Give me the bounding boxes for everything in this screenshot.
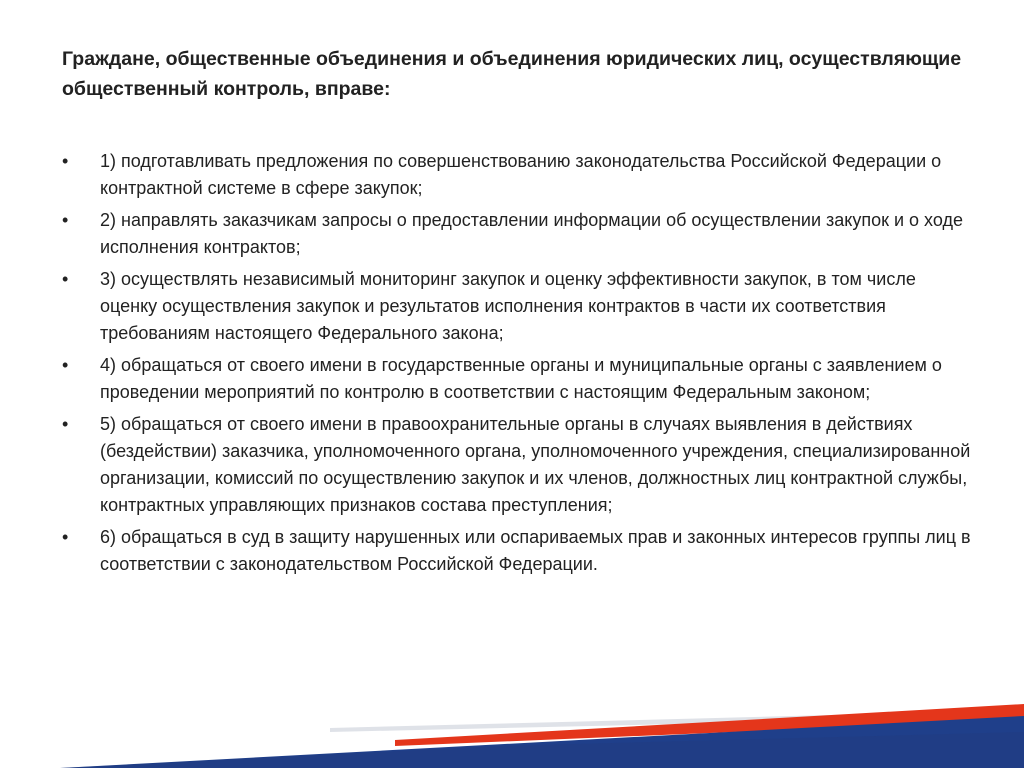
bullet-icon: •: [62, 355, 69, 375]
list-item: [62, 524, 972, 578]
list-item-text: 1) подготавливать предложения по совершенствованию законодательства Российской Федерации о контрактной системе в сфере закупок;: [100, 151, 942, 198]
list-item: [62, 148, 972, 202]
list-item: [62, 207, 972, 261]
slide-title: Граждане, общественные объединения и объединения юридических лиц, осуществляющие общественный контроль, вправе:: [62, 48, 962, 100]
bullet-icon: •: [62, 269, 69, 289]
list-item: [62, 352, 972, 406]
list-item-text: 3) осуществлять независимый мониторинг закупок и оценку эффективности закупок, в том числе оценку осуществления закупок и результатов исполнения контрактов в части их соответствия требованиям настоящего Федерального закона;: [100, 269, 916, 343]
list-item-text: 5) обращаться от своего имени в правоохранительные органы в случаях выявления в действиях (бездействии) заказчика, уполномоченного органа, уполномоченного учреждения, специализированной организации, комиссий по осуществлению закупок и их членов, должностных лиц контрактной службы, контрактных управляющих признаков состава преступления;: [100, 414, 971, 515]
list-item-text: 4) обращаться от своего имени в государственные органы и муниципальные органы с заявлением о проведении мероприятий по контролю в соответствии с настоящим Федеральным законом;: [100, 355, 942, 402]
footer-stripes: [0, 680, 1024, 768]
list-item-text: 6) обращаться в суд в защиту нарушенных или оспариваемых прав и законных интересов группы лиц в соответствии с законодательством Российской Федерации.: [100, 527, 971, 574]
list-item-text: 2) направлять заказчикам запросы о предоставлении информации об осуществлении закупок и о ходе исполнения контрактов;: [100, 210, 963, 257]
list-item: [62, 411, 972, 519]
bullet-list: [62, 148, 972, 583]
bullet-icon: •: [62, 527, 69, 547]
bullet-icon: •: [62, 414, 69, 434]
bullet-icon: •: [62, 151, 69, 171]
list-item: [62, 266, 972, 347]
bullet-icon: •: [62, 210, 69, 230]
